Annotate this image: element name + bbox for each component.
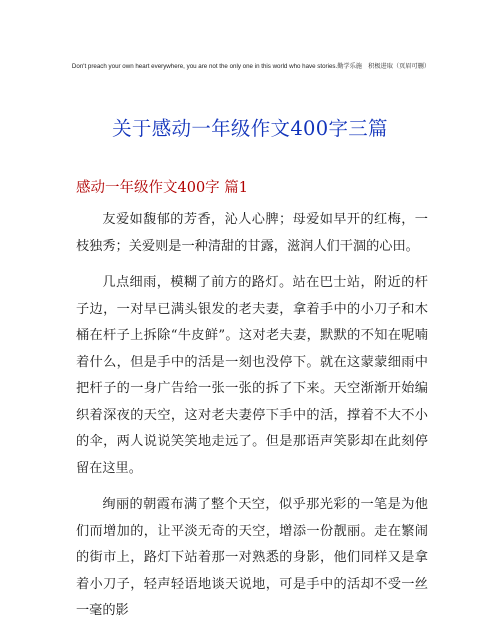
section-title: 感动一年级作文400字 篇1 xyxy=(76,180,249,196)
paragraph-3: 绚丽的朝霞布满了整个天空，似乎那光彩的一笔是为他们而增加的，让平淡无奇的天空，增添一份靓丽。走在繁闹的街市上，路灯下站着那一对熟悉的身影，他们同样又是拿着小刀子，轻声轻语地谈天说地，可是手中的活却不受一丝一毫的影 xyxy=(76,497,428,618)
page-header: Don't preach your own heart everywhere, you are not the only one in this world who have stories.勤学乐施 积极进取（页眉可删） xyxy=(71,63,431,70)
document-title: 关于感动一年级作文400字三篇 xyxy=(112,117,388,140)
body-text xyxy=(76,207,428,635)
paragraph-2: 几点细雨，模糊了前方的路灯。站在巴士站，附近的杆子边，一对早已满头银发的老夫妻，拿着手中的小刀子和木桶在杆子上拆除“牛皮鲜”。这对老夫妻，默默的不知在呢喃着什么，但是手中的活是一刻也没停下。就在这蒙蒙细雨中把杆子的一身广告给一张一张的拆了下来。天空渐渐开始编织着深夜的天空，这对老夫妻停下手中的活，撑着不大不小的伞，两人说说笑笑地走远了。但是那语声笑影却在此刻停留在这里。 xyxy=(76,275,428,476)
paragraph-1: 友爱如馥郁的芳香，沁人心脾；母爱如早开的红梅，一枝独秀；关爱则是一种清甜的甘露，滋润人们干涸的心田。 xyxy=(76,212,428,254)
